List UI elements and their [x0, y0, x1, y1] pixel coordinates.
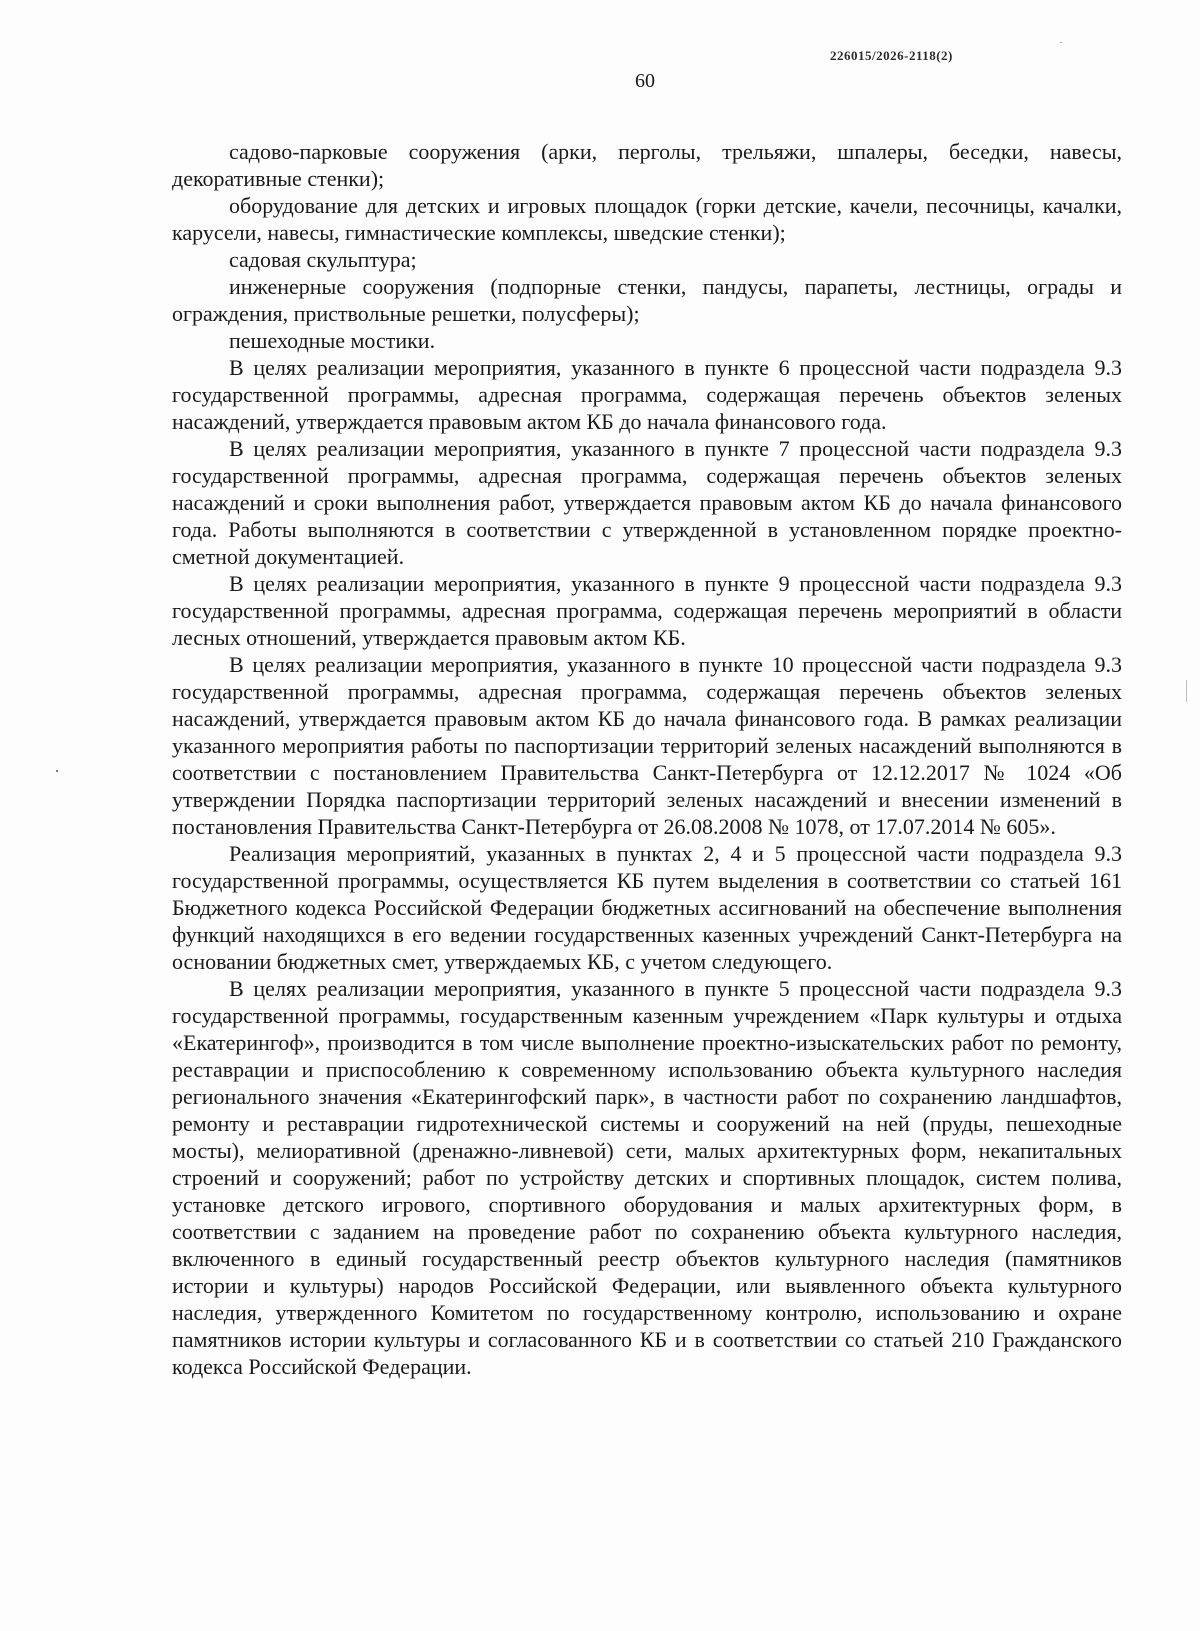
- paragraph-11: В целях реализации мероприятия, указанного в пункте 5 процессной части подраздела 9.3 государственной программы, государственным казенным учреждением «Парк культуры и отдыха «Екатерингоф», производится в том числе выполнение проектно-изыскательских работ по ремонту, реставрации и приспособлению к современному использованию объекта культурного наследия регионального значения «Екатерингофский парк», в частности работ по сохранению ландшафтов, ремонту и реставрации гидротехнической системы и сооружений на ней (пруды, пешеходные мосты), мелиоративной (дренажно-ливневой) сети, малых архитектурных форм, некапитальных строений и сооружений; работ по устройству детских и спортивных площадок, систем полива, установке детского игрового, спортивного оборудования и малых архитектурных форм, в соответствии с заданием на проведение работ по сохранению объекта культурного наследия, включенного в единый государственный реестр объектов культурного наследия (памятников истории и культуры) народов Российской Федерации, или выявленного объекта культурного наследия, утвержденного Комитетом по государственному контролю, использованию и охране памятников истории культуры и согласованного КБ и в соответствии со статьей 210 Гражданского кодекса Российской Федерации.: [172, 976, 1122, 1379]
- paragraph-6: В целях реализации мероприятия, указанного в пункте 6 процессной части подраздела 9.3 государственной программы, адресная программа, содержащая перечень объектов зеленых насаждений, утверждается правовым актом КБ до начала финансового года.: [172, 355, 1122, 434]
- document-registration-number: 226015/2026-2118(2): [830, 48, 953, 63]
- paragraph-4: инженерные сооружения (подпорные стенки, пандусы, парапеты, лестницы, ограды и ограждения, приствольные решетки, полусферы);: [172, 274, 1122, 326]
- paragraph-2: оборудование для детских и игровых площадок (горки детские, качели, песочницы, качалки, карусели, навесы, гимнастические комплексы, шведские стенки);: [172, 193, 1122, 245]
- paragraph-7: В целях реализации мероприятия, указанного в пункте 7 процессной части подраздела 9.3 государственной программы, адресная программа, содержащая перечень объектов зеленых насаждений и сроки выполнения работ, утверждается правовым актом КБ до начала финансового года. Работы выполняются в соответствии с утвержденной в установленном порядке проектно-сметной документацией.: [172, 436, 1122, 569]
- document-body: [172, 138, 1122, 1380]
- paragraph-3: садовая скульптура;: [229, 247, 417, 272]
- paragraph-10: Реализация мероприятий, указанных в пунктах 2, 4 и 5 процессной части подраздела 9.3 государственной программы, осуществляется КБ путем выделения в соответствии со статьей 161 Бюджетного кодекса Российской Федерации бюджетных ассигнований на обеспечение выполнения функций находящихся в его ведении государственных казенных учреждений Санкт-Петербурга на основании бюджетных смет, утверждаемых КБ, с учетом следующего.: [172, 841, 1122, 974]
- paragraph-1: садово-парковые сооружения (арки, перголы, трельяжи, шпалеры, беседки, навесы, декоративные стенки);: [172, 139, 1122, 191]
- paragraph-8: В целях реализации мероприятия, указанного в пункте 9 процессной части подраздела 9.3 государственной программы, адресная программа, содержащая перечень мероприятий в области лесных отношений, утверждается правовым актом КБ.: [172, 571, 1122, 650]
- scan-artifact: [56, 770, 58, 772]
- scan-artifact: [1060, 42, 1062, 43]
- scan-artifact: [1186, 680, 1187, 702]
- page-number: 60: [635, 70, 655, 92]
- paragraph-9: В целях реализации мероприятия, указанного в пункте 10 процессной части подраздела 9.3 государственной программы, адресная программа, содержащая перечень объектов зеленых насаждений, утверждается правовым актом КБ до начала финансового года. В рамках реализации указанного мероприятия работы по паспортизации территорий зеленых насаждений выполняются в соответствии с постановлением Правительства Санкт-Петербурга от 12.12.2017 № 1024 «Об утверждении Порядка паспортизации территорий зеленых насаждений и внесении изменений в постановления Правительства Санкт-Петербурга от 26.08.2008 № 1078, от 17.07.2014 № 605».: [172, 652, 1122, 839]
- paragraph-5: пешеходные мостики.: [229, 328, 436, 353]
